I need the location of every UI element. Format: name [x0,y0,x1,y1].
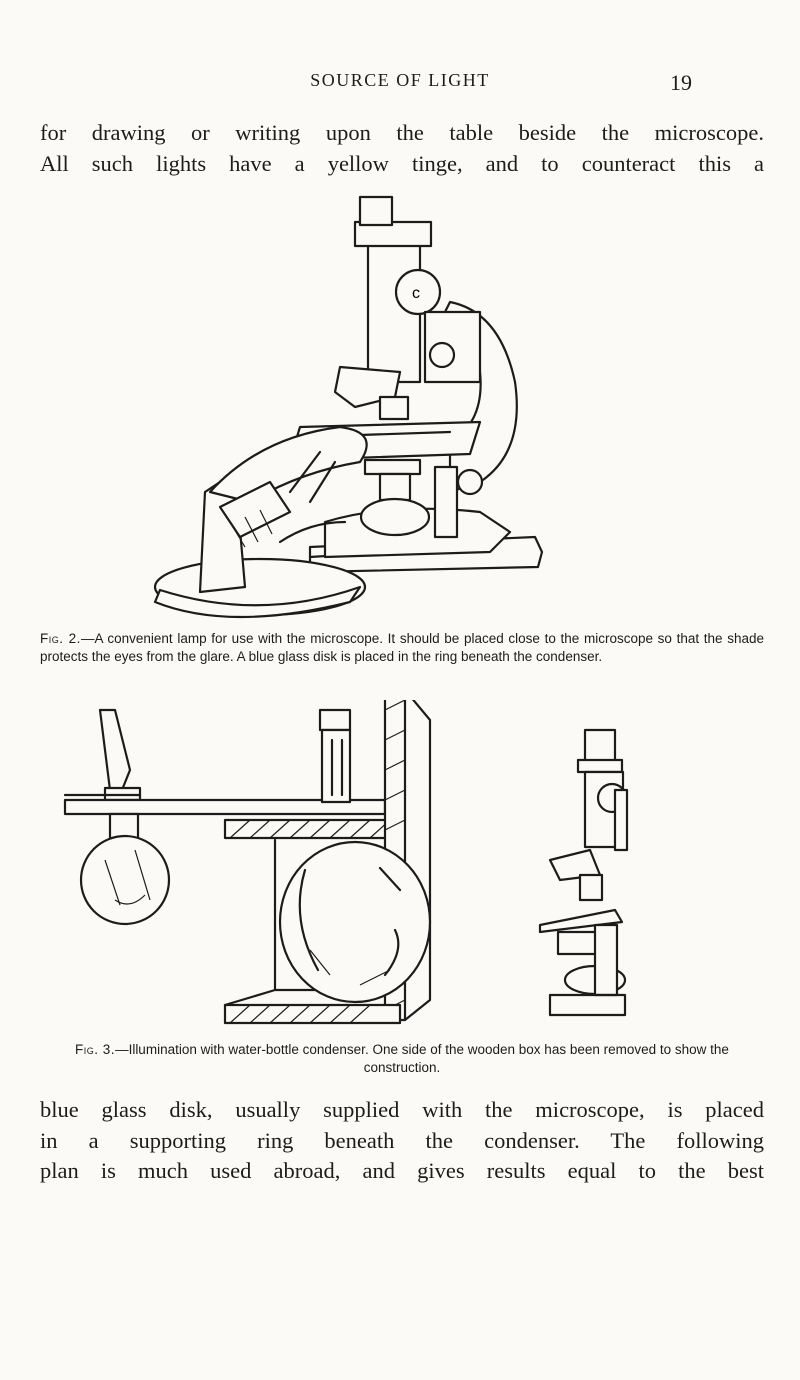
figure-3-caption-text: —Illumination with water-bottle condenser. One side of the wooden box has been removed to show the construction. [115,1042,729,1075]
figure-2-caption-text: —A convenient lamp for use with the microscope. It should be placed close to the microscope so that the shade protects the eyes from the glare. A blue glass disk is placed in the ring beneath the condenser. [40,631,764,664]
figure-3-caption [40,1041,764,1077]
page-number: 19 [670,70,692,95]
text-line: plan is much used abroad, and gives results equal to the best [40,1158,764,1183]
figure-2-caption [40,630,764,666]
figure-2-illustration [150,192,570,622]
running-head-title: SOURCE OF LIGHT [310,70,490,90]
text-line: for drawing or writing upon the table beside the microscope. [40,120,764,145]
text-line: All such lights have a yellow tinge, and to counteract this a [40,150,764,176]
figure-3-illustration [60,700,660,1035]
text-line: blue glass disk, usually supplied with the microscope, is placed [40,1097,764,1122]
text-line: in a supporting ring beneath the condenser. The following [40,1127,764,1153]
water-bottle-condenser-icon [60,700,660,1035]
figure-2-label: Fig. 2. [40,631,81,646]
figure-3-label: Fig. 3. [75,1042,116,1057]
running-head [0,70,800,100]
svg-text:c: c [412,285,420,302]
microscope-with-lamp-icon [150,192,570,622]
paragraph-bottom [40,1095,764,1187]
paragraph-top [40,118,764,179]
